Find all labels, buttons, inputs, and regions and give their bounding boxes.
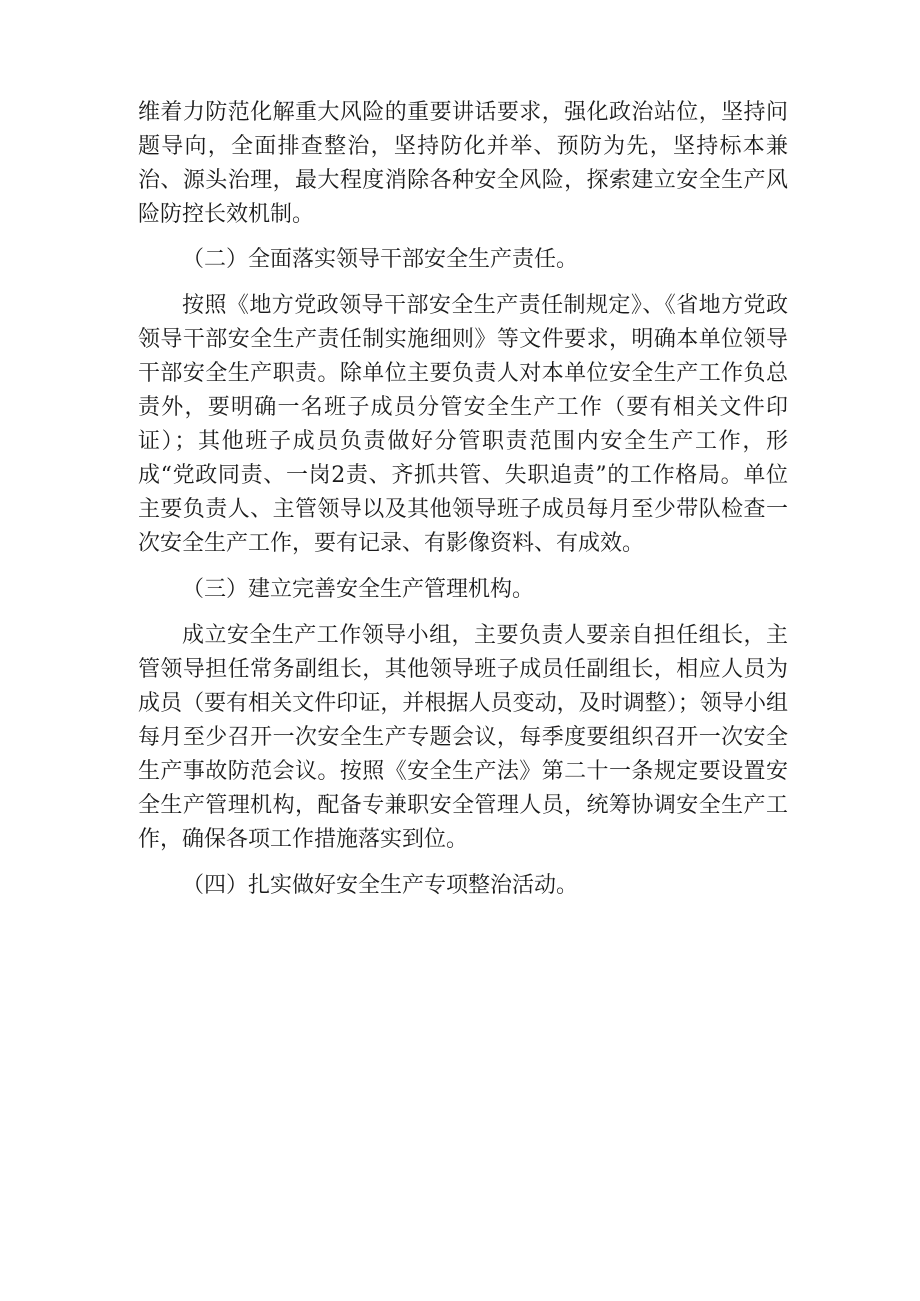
paragraph-continuation: 维着力防范化解重大风险的重要讲话要求，强化政治站位，坚持问题导向，全面排查整治，坚持防化并举、预防为先，坚持标本兼治、源头治理，最大程度消除各种安全风险，探索建立安全生产风险防控长效机制。 [138,100,788,227]
section-heading-4: （四）扎实做好安全生产专项整治活动。 [182,873,579,898]
document-body [138,96,788,903]
paragraph-management-organization: 成立安全生产工作领导小组，主要负责人要亲自担任组长，主管领导担任常务副组长，其他领导班子成员任副组长，相应人员为成员（要有相关文件印证，并根据人员变动，及时调整）；领导小组每月至少召开一次安全生产专题会议，每季度要组织召开一次安全生产事故防范会议。按照《安全生产法》第二十一条规定要设置安全生产管理机构，配备专兼职安全管理人员，统筹协调安全生产工作，确保各项工作措施落实到位。 [138,623,788,852]
section-heading-2: （二）全面落实领导干部安全生产责任。 [182,247,579,272]
paragraph-leadership-responsibility: 按照《地方党政领导干部安全生产责任制规定》、《省地方党政领导干部安全生产责任制实施细则》等文件要求，明确本单位领导干部安全生产职责。除单位主要负责人对本单位安全生产工作负总责外，要明确一名班子成员分管安全生产工作（要有相关文件印证）；其他班子成员负责做好分管职责范围内安全生产工作，形成“党政同责、一岗2责、齐抓共管、失职追责”的工作格局。单位主要负责人、主管领导以及其他领导班子成员每月至少带队检查一次安全生产工作，要有记录、有影像资料、有成效。 [138,293,788,556]
section-heading-3: （三）建立完善安全生产管理机构。 [182,577,535,602]
